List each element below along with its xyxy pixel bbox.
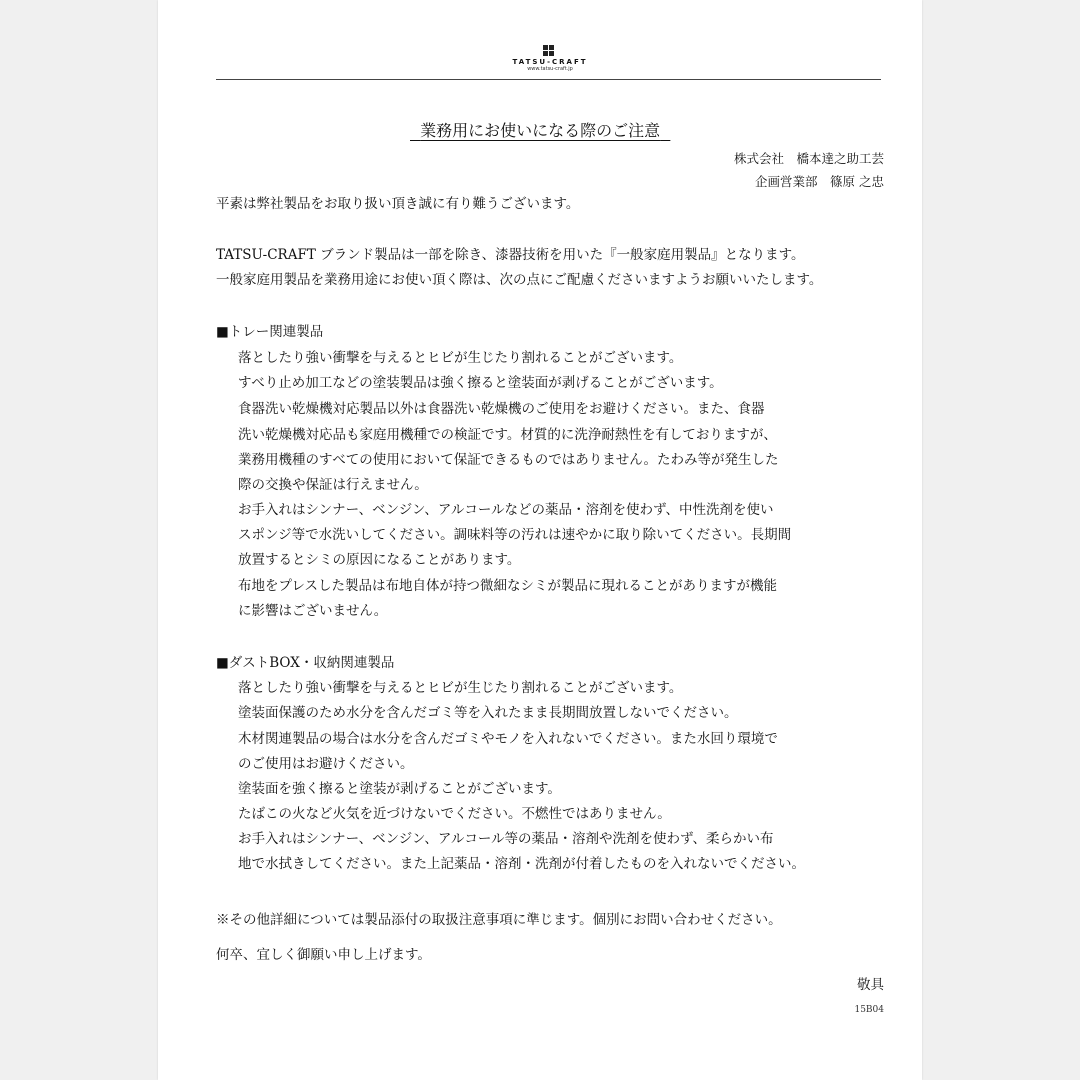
section-line: お手入れはシンナー、ベンジン、アルコール等の薬品・溶剤や洗剤を使わず、柔らかい布 (238, 831, 774, 847)
brand-url: www.tatsu-craft.jp (527, 66, 573, 72)
section-line: 洗い乾燥機対応品も家庭用機種での検証です。材質的に洗浄耐熱性を有しておりますが、 (238, 427, 777, 443)
section-line: 業務用機種のすべての使用において保証できるものではありません。たわみ等が発生した (238, 452, 779, 468)
section-line: 放置するとシミの原因になることがあります。 (238, 552, 521, 568)
intro-line: 一般家庭用製品を業務用途にお使い頂く際は、次の点にご配慮くださいますようお願いいたします。 (216, 272, 823, 288)
sender-department: 企画営業部 篠原 之忠 (755, 174, 884, 189)
section-line: のご使用はお避けください。 (238, 756, 414, 772)
brand-name: TATSU-CRAFT (512, 58, 588, 66)
section-line: 地で水拭きしてください。また上記薬品・溶剤・洗剤が付着したものを入れないでください。 (238, 856, 805, 872)
header-rule (216, 79, 881, 80)
section-heading-tray: ■トレー関連製品 (216, 324, 324, 340)
section-line: 木材関連製品の場合は水分を含んだゴミやモノを入れないでください。また水回り環境で (238, 731, 778, 747)
section-line: すべり止め加工などの塗装製品は強く擦ると塗装面が剥げることがございます。 (238, 375, 723, 391)
section-line: 食器洗い乾燥機対応製品以外は食器洗い乾燥機のご使用をお避けください。また、食器 (238, 401, 765, 417)
section-line: 布地をプレスした製品は布地自体が持つ微細なシミが製品に現れることがありますが機能 (238, 578, 778, 594)
section-line: スポンジ等で水洗いしてください。調味料等の汚れは速やかに取り除いてください。長期間 (238, 527, 792, 543)
section-line: 際の交換や保証は行えません。 (238, 477, 428, 493)
greeting: 平素は弊社製品をお取り扱い頂き誠に有り難うございます。 (216, 196, 580, 212)
note-line: 何卒、宜しく御願い申し上げます。 (216, 947, 431, 963)
document-title: 業務用にお使いになる際のご注意 (420, 121, 661, 140)
section-line: 落としたり強い衝撃を与えるとヒビが生じたり割れることがございます。 (238, 350, 683, 366)
section-line: 塗装面を強く擦ると塗装が剥げることがございます。 (238, 781, 561, 797)
section-line: に影響はございません。 (238, 603, 388, 619)
section-line: お手入れはシンナー、ベンジン、アルコールなどの薬品・溶剤を使わず、中性洗剤を使い (238, 502, 774, 518)
document-page (158, 0, 922, 1080)
intro-line: TATSU-CRAFT ブランド製品は一部を除き、漆器技術を用いた『一般家庭用製品』となります。 (216, 247, 805, 263)
note-line: ※その他詳細については製品添付の取扱注意事項に準じます。個別にお問い合わせください。 (216, 912, 782, 928)
closing-word: 敬具 (857, 977, 884, 993)
section-line: 落としたり強い衝撃を与えるとヒビが生じたり割れることがございます。 (238, 680, 683, 696)
brand-logo-icon (543, 45, 555, 57)
section-line: たばこの火など火気を近づけないでください。不燃性ではありません。 (238, 806, 671, 822)
section-line: 塗装面保護のため水分を含んだゴミ等を入れたまま長期間放置しないでください。 (238, 705, 738, 721)
section-heading-dustbox: ■ダストBOX・収納関連製品 (216, 655, 395, 671)
sender-company: 株式会社 橋本達之助工芸 (733, 151, 884, 166)
document-code: 15B04 (854, 1005, 884, 1015)
